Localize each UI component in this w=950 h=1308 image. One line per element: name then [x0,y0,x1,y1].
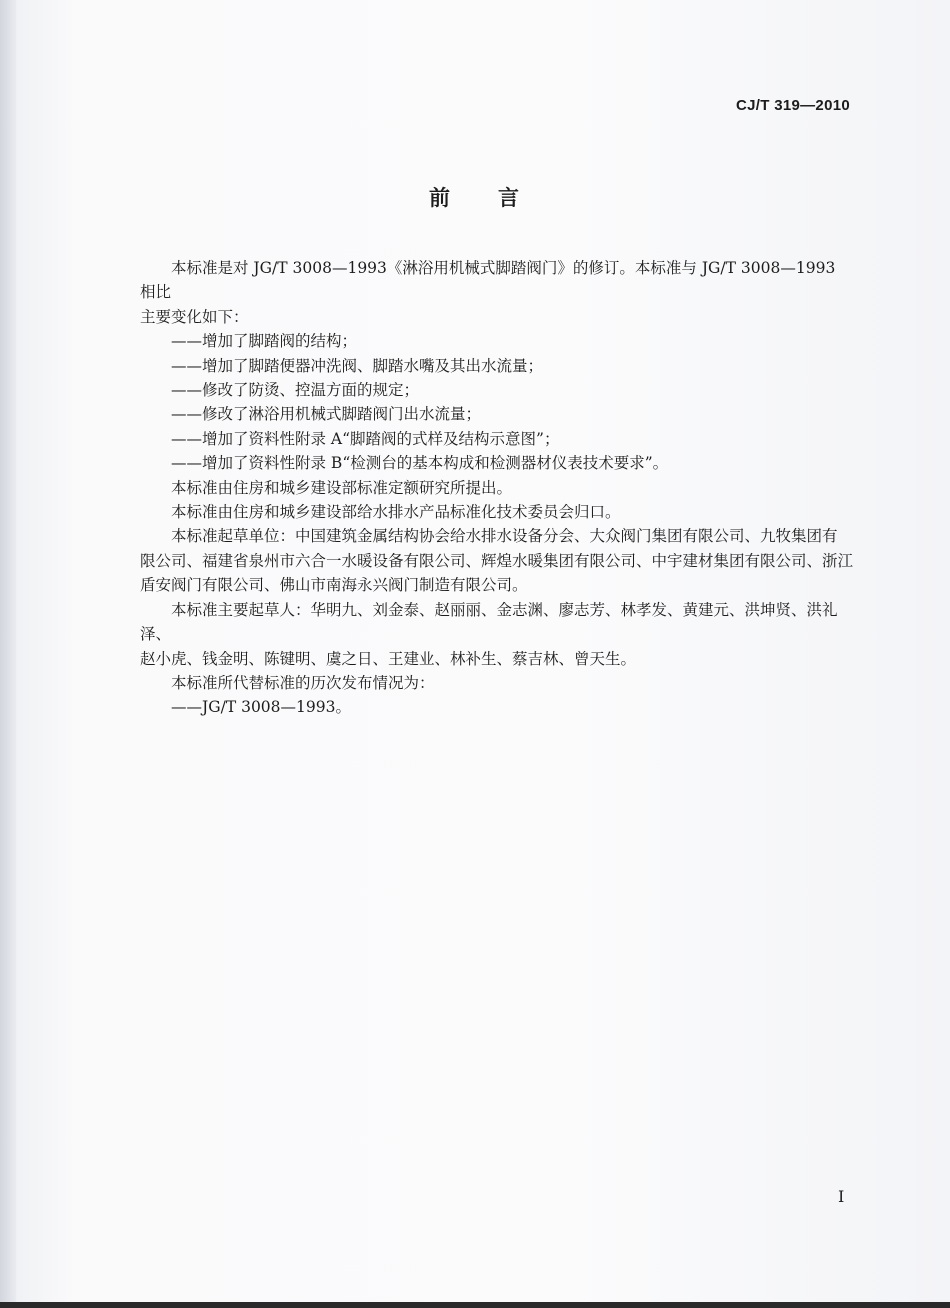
intro-line-1: 本标准是对 JG/T 3008—1993《淋浴用机械式脚踏阀门》的修订。本标准与 JG/T 3008—1993 相比 [140,259,836,302]
drafters-line: 本标准主要起草人：华明九、刘金泰、赵丽丽、金志渊、廖志芳、林孝发、黄建元、洪坤贤、洪礼泽、 [140,600,838,644]
change-item: ——修改了淋浴用机械式脚踏阀门出水流量； [171,405,482,424]
drafting-units-line: 限公司、福建省泉州市六合一水暖设备有限公司、辉煌水暖集团有限公司、中宇建材集团有限公司、浙江 [140,551,854,570]
change-item: ——增加了脚踏阀的结构； [171,332,358,351]
change-item: ——增加了脚踏便器冲洗阀、脚踏水嘴及其出水流量； [171,356,544,375]
title-char-2: 言 [498,186,521,210]
drafters-line: 赵小虎、钱金明、陈键明、虞之日、王建业、林补生、蔡吉林、曾天生。 [140,649,637,668]
history-item: ——JG/T 3008—1993。 [171,698,351,717]
change-item: ——增加了资料性附录 A“脚踏阀的式样及结构示意图”； [171,429,560,448]
page-title [0,182,950,212]
intro-line-2: 主要变化如下： [140,307,249,326]
drafting-units-line: 本标准起草单位：中国建筑金属结构协会给水排水设备分会、大众阀门集团有限公司、九牧集团有 [171,527,838,546]
proposed-by: 本标准由住房和城乡建设部标准定额研究所提出。 [171,478,513,497]
change-item: ——修改了防烫、控温方面的规定； [171,381,420,400]
foreword-body [140,256,855,720]
change-item: ——增加了资料性附录 B“检测台的基本构成和检测器材仪表技术要求”。 [171,454,669,473]
history-intro: 本标准所代替标准的历次发布情况为： [171,673,435,692]
standard-code: CJ/T 319—2010 [736,97,850,114]
drafting-units-line: 盾安阀门有限公司、佛山市南海永兴阀门制造有限公司。 [140,576,528,595]
under-jurisdiction: 本标准由住房和城乡建设部给水排水产品标准化技术委员会归口。 [171,503,621,522]
page-number: I [838,1187,845,1206]
title-char-1: 前 [429,186,452,210]
scan-bottom-edge [0,1302,950,1308]
